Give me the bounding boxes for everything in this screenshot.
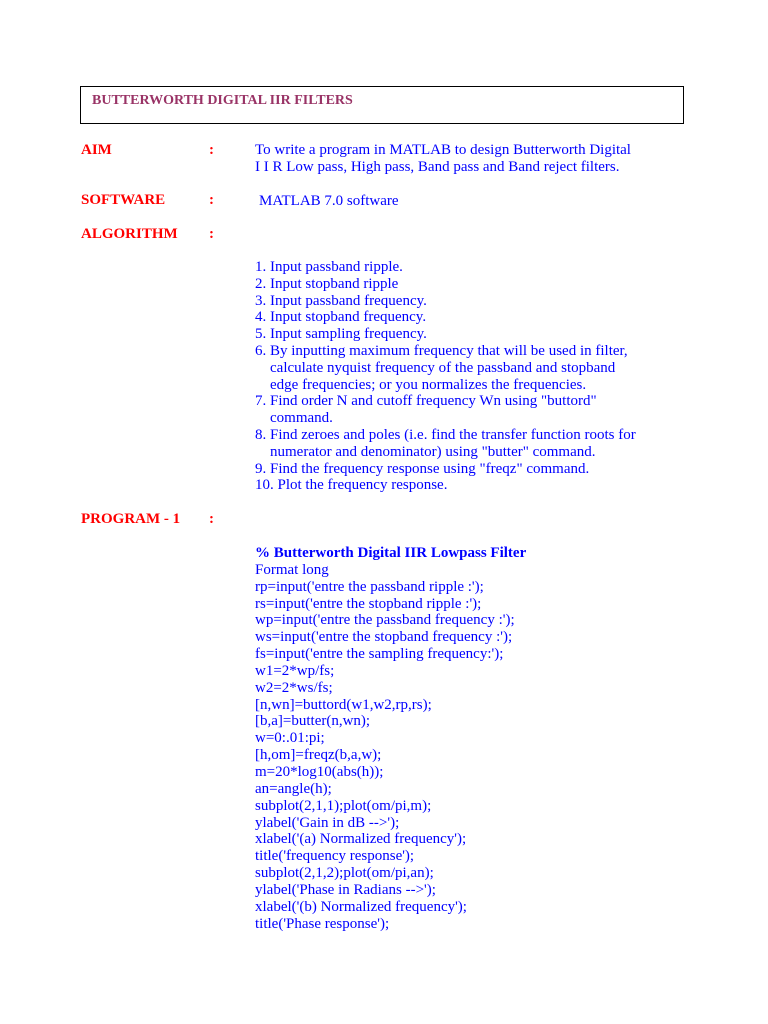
code-line: m=20*log10(abs(h));: [255, 763, 384, 780]
algorithm-step-line: [255, 477, 636, 494]
code-line: wp=input('entre the passband frequency :');: [255, 612, 515, 629]
algorithm-step-text: Find order N and cutoff frequency Wn using "buttord": [270, 393, 597, 410]
code-line: w=0:.01:pi;: [255, 730, 325, 747]
code-line: subplot(2,1,2);plot(om/pi,an);: [255, 865, 434, 882]
aim-line: To write a program in MATLAB to design Butterworth Digital: [255, 142, 631, 158]
algorithm-step-number: 5.: [255, 326, 267, 343]
algorithm-step-text: Input passband ripple.: [270, 259, 403, 275]
aim-label: AIM: [81, 142, 112, 158]
code-line: Format long: [255, 561, 329, 578]
algorithm-step-text: Input sampling frequency.: [270, 326, 427, 343]
program-label: PROGRAM - 1: [81, 511, 181, 527]
algorithm-step-line: [255, 276, 636, 293]
algorithm-step-number: 9.: [255, 460, 267, 477]
algorithm-step-number: 4.: [255, 309, 267, 326]
algorithm-step-line: [255, 293, 636, 310]
algorithm-colon: :: [209, 226, 214, 242]
code-line: xlabel('(a) Normalized frequency');: [255, 831, 467, 848]
algorithm-step-number: 2.: [255, 275, 267, 292]
code-line: rp=input('entre the passband ripple :');: [255, 578, 484, 595]
algorithm-step-line: command.: [270, 410, 333, 427]
aim-colon: :: [209, 142, 214, 158]
code-line: subplot(2,1,1);plot(om/pi,m);: [255, 797, 432, 814]
code-line: ylabel('Phase in Radians -->');: [255, 881, 436, 898]
algorithm-step-text: Input stopband frequency.: [270, 309, 427, 326]
algorithm-step-text: Input stopband ripple: [270, 275, 399, 292]
algorithm-step-line: [255, 461, 636, 478]
code-line: ylabel('Gain in dB -->');: [255, 814, 400, 831]
algorithm-step-line: [255, 309, 636, 326]
code-heading: % Butterworth Digital IIR Lowpass Filter: [255, 545, 527, 561]
code-line: [b,a]=butter(n,wn);: [255, 713, 371, 730]
algorithm-step-number: 10.: [255, 477, 274, 494]
code-line: xlabel('(b) Normalized frequency');: [255, 898, 467, 915]
algorithm-label: ALGORITHM: [81, 226, 178, 242]
algorithm-step-number: 6.: [255, 342, 267, 359]
code-line: title('Phase response');: [255, 915, 390, 932]
code-line: an=angle(h);: [255, 780, 332, 797]
algorithm-step-line: [255, 343, 636, 360]
aim-text: [255, 142, 675, 176]
software-label: SOFTWARE: [81, 192, 166, 208]
code-line: w2=2*ws/fs;: [255, 679, 333, 696]
algorithm-steps: [255, 259, 636, 494]
program-colon: :: [209, 511, 214, 527]
algorithm-step-text: Find the frequency response using "freqz" command.: [270, 460, 590, 477]
code-line: ws=input('entre the stopband frequency :');: [255, 629, 513, 646]
algorithm-step-line: edge frequencies; or you normalizes the frequencies.: [270, 376, 587, 393]
code-line: [n,wn]=buttord(w1,w2,rp,rs);: [255, 696, 432, 713]
code-line: w1=2*wp/fs;: [255, 662, 335, 679]
code-line: [h,om]=freqz(b,a,w);: [255, 747, 382, 764]
algorithm-step-text: Find zeroes and poles (i.e. find the transfer function roots for: [270, 426, 636, 443]
code-line: title('frequency response');: [255, 848, 415, 865]
algorithm-step-line: [255, 326, 636, 343]
algorithm-step-text: Plot the frequency response.: [277, 477, 448, 494]
software-text: MATLAB 7.0 software: [259, 193, 399, 209]
algorithm-step-line: [255, 259, 636, 276]
algorithm-step-line: calculate nyquist frequency of the passband and stopband: [270, 359, 616, 376]
algorithm-step-number: 8.: [255, 426, 267, 443]
code-line: fs=input('entre the sampling frequency:');: [255, 646, 504, 663]
page-title: BUTTERWORTH DIGITAL IIR FILTERS: [92, 93, 353, 108]
algorithm-step-number: 1.: [255, 259, 267, 275]
software-colon: :: [209, 192, 214, 208]
aim-line: I I R Low pass, High pass, Band pass and Band reject filters.: [255, 159, 620, 175]
algorithm-step-line: [255, 393, 636, 410]
algorithm-step-number: 7.: [255, 393, 267, 410]
code-line: rs=input('entre the stopband ripple :');: [255, 595, 482, 612]
algorithm-step-number: 3.: [255, 292, 267, 309]
algorithm-step-text: By inputting maximum frequency that will be used in filter,: [270, 342, 628, 359]
program-code: [255, 545, 526, 932]
title-box: [80, 86, 684, 124]
algorithm-step-line: [255, 427, 636, 444]
algorithm-step-line: numerator and denominator) using "butter" command.: [270, 443, 596, 460]
algorithm-step-text: Input passband frequency.: [270, 292, 427, 309]
